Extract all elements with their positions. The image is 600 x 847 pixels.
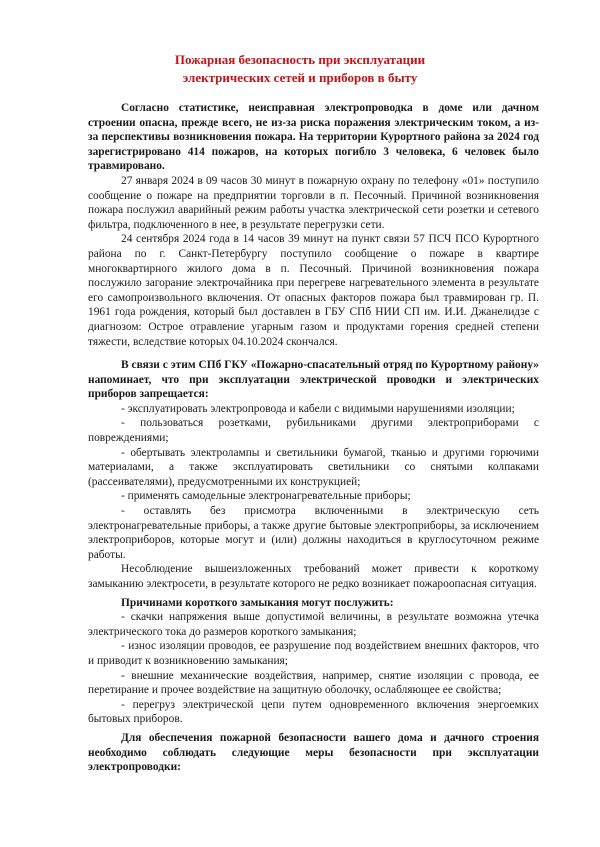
warning-heading: В связи с этим СПб ГКУ «Пожарно-спасательный отряд по Курортному району» напоминает, что при эксплуатации электрической проводки и электрических приборов запрещается: xyxy=(88,359,539,401)
title-line-1: Пожарная безопасность при эксплуатации xyxy=(174,52,426,67)
document-body xyxy=(88,101,539,775)
title-line-2: электрических сетей и приборов в быту xyxy=(182,70,418,85)
document-title xyxy=(0,51,600,87)
prohibited-item: - пользоваться розетками, рубильниками другими электроприборами с повреждениями; xyxy=(88,417,539,445)
prohibited-item: - применять самодельные электронагревательные приборы; xyxy=(121,490,411,503)
cause-item: - скачки напряжения выше допустимой величины, в результате возможна утечка электрического тока до размеров короткого замыкания; xyxy=(88,611,539,638)
prohibited-item: - обертывать электролампы и светильники бумагой, тканью и другими горючими материалами, а также эксплуатировать светильники со снятыми колпаками (рассеивателями), предусмотренными их конструкцией; xyxy=(88,446,539,488)
consequence-paragraph: Несоблюдение вышеизложенных требований может привести к короткому замыканию электросети, в результате которого не редко возникает пожароопасная ситуация. xyxy=(88,563,539,590)
prohibited-item: - эксплуатировать электропровода и кабели с видимыми нарушениями изоляции; xyxy=(121,402,515,415)
prohibited-item: - оставлять без присмотра включенными в электрическую сеть электронагревательные приборы, а также другие бытовые электроприборы, за исключением электроприборов, которые могут и (или) должны находиться в круглосуточном режиме работы. xyxy=(88,505,539,561)
intro-paragraph: Согласно статистике, неисправная электропроводка в доме или дачном строении опасна, прежде всего, не из-за риска поражения электрическим током, а из-за перспективы возникновения пожара. На территории Курортного района за 2024 год зарегистрировано 414 пожаров, на которых погибло 3 человека, 6 человек было травмировано. xyxy=(88,102,539,173)
cause-item: - износ изоляции проводов, ее разрушение под воздействием внешних факторов, что и приводит к возникновению замыкания; xyxy=(88,640,539,667)
case-paragraph-1: 27 января 2024 в 09 часов 30 минут в пожарную охрану по телефону «01» поступило сообщение о пожаре на предприятии торговли в п. Песочный. Причиной возникновения пожара послужил аварийный режим работы участка электрической сети розетки и сетевого фильтра, подключенного в нее, в результате перегрузки сети. xyxy=(88,174,539,231)
causes-heading: Причинами короткого замыкания могут послужить: xyxy=(121,596,394,609)
closing-paragraph: Для обеспечения пожарной безопасности вашего дома и дачного строения необходимо соблюдать следующие меры безопасности при эксплуатации электропроводки: xyxy=(88,731,539,774)
cause-item: - внешние механические воздействия, например, снятие изоляции с провода, ее перетирание и прочее воздействие на защитную оболочку, ослабляющее ее свойства; xyxy=(88,669,539,697)
cause-item: - перегруз электрической цепи путем одновременного включения энергоемких бытовых приборов. xyxy=(88,698,539,726)
case-paragraph-2: 24 сентября 2024 года в 14 часов 39 минут на пункт связи 57 ПСЧ ПСО Курортного района по г. Санкт-Петербургу поступило сообщение о пожаре в квартире многоквартирного жилого дома в п. Песочный. Причиной возникновения пожара послужило загорание электрочайника при перегреве нагревательного элемента в результате его самопроизвольного включения. От опасных факторов пожара был травмирован гр. П. 1961 года рождения, который был доставлен в ГБУ СПб НИИ СП им. И.И. Джанелидзе с диагнозом: Острое отравление угарным газом и продуктами горения средней степени тяжести, вследствие которых 04.10.2024 скончался. xyxy=(88,233,539,348)
